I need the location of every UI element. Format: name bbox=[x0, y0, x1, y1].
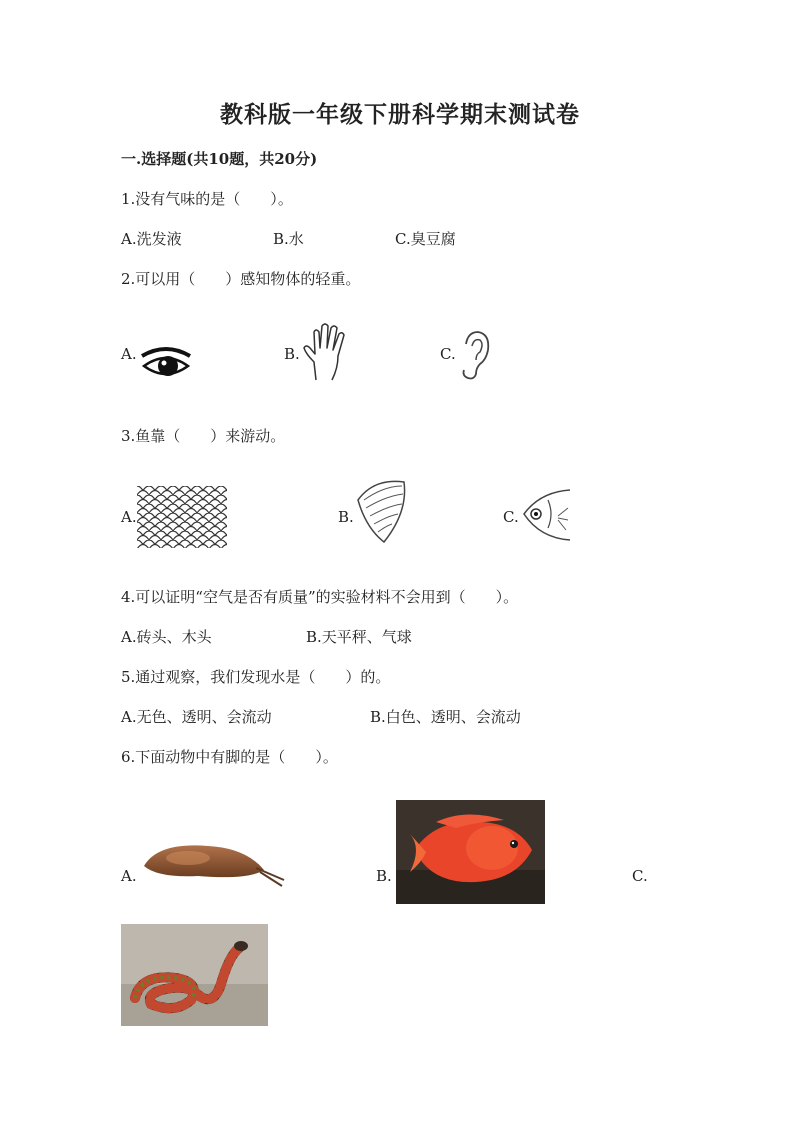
q3-option-a: A. bbox=[121, 508, 137, 526]
q1-option-b: B.水 bbox=[273, 230, 304, 248]
q4-option-b: B.天平秤、气球 bbox=[306, 628, 412, 646]
question-1: 1.没有气味的是（ ）。 bbox=[121, 190, 293, 208]
question-3: 3.鱼靠（ ）来游动。 bbox=[121, 427, 286, 445]
q6-option-b: B. bbox=[376, 867, 392, 885]
q6-option-a: A. bbox=[121, 867, 137, 885]
question-5: 5.通过观察，我们发现水是（ ）的。 bbox=[121, 668, 391, 686]
q4-option-a: A.砖头、木头 bbox=[121, 628, 212, 646]
red-fish-photo bbox=[396, 800, 545, 904]
hand-icon bbox=[302, 322, 352, 382]
q1-option-c: C.臭豆腐 bbox=[395, 230, 456, 248]
q2-option-c: C. bbox=[440, 345, 456, 363]
q2-option-a: A. bbox=[121, 345, 137, 363]
q5-option-b: B.白色、透明、会流动 bbox=[370, 708, 521, 726]
snake-photo bbox=[121, 924, 268, 1026]
q6-option-c: C. bbox=[632, 867, 648, 885]
question-6: 6.下面动物中有脚的是（ ）。 bbox=[121, 748, 338, 766]
q2-option-b: B. bbox=[284, 345, 300, 363]
question-4: 4.可以证明“空气是否有质量”的实验材料不会用到（ ）。 bbox=[121, 588, 519, 606]
section-heading: 一.选择题(共10题，共20分) bbox=[121, 150, 318, 168]
q3-option-c: C. bbox=[503, 508, 519, 526]
q5-option-a: A.无色、透明、会流动 bbox=[121, 708, 272, 726]
ear-icon bbox=[458, 330, 492, 382]
fish-fin-image bbox=[354, 478, 410, 544]
page-title: 教科版一年级下册科学期末测试卷 bbox=[220, 101, 580, 128]
eye-icon bbox=[140, 344, 192, 384]
slug-photo bbox=[138, 836, 286, 892]
question-2: 2.可以用（ ）感知物体的轻重。 bbox=[121, 270, 361, 288]
q1-option-a: A.洗发液 bbox=[121, 230, 182, 248]
q3-option-b: B. bbox=[338, 508, 354, 526]
fish-head-image bbox=[520, 486, 570, 544]
fish-scales-image bbox=[137, 486, 227, 548]
